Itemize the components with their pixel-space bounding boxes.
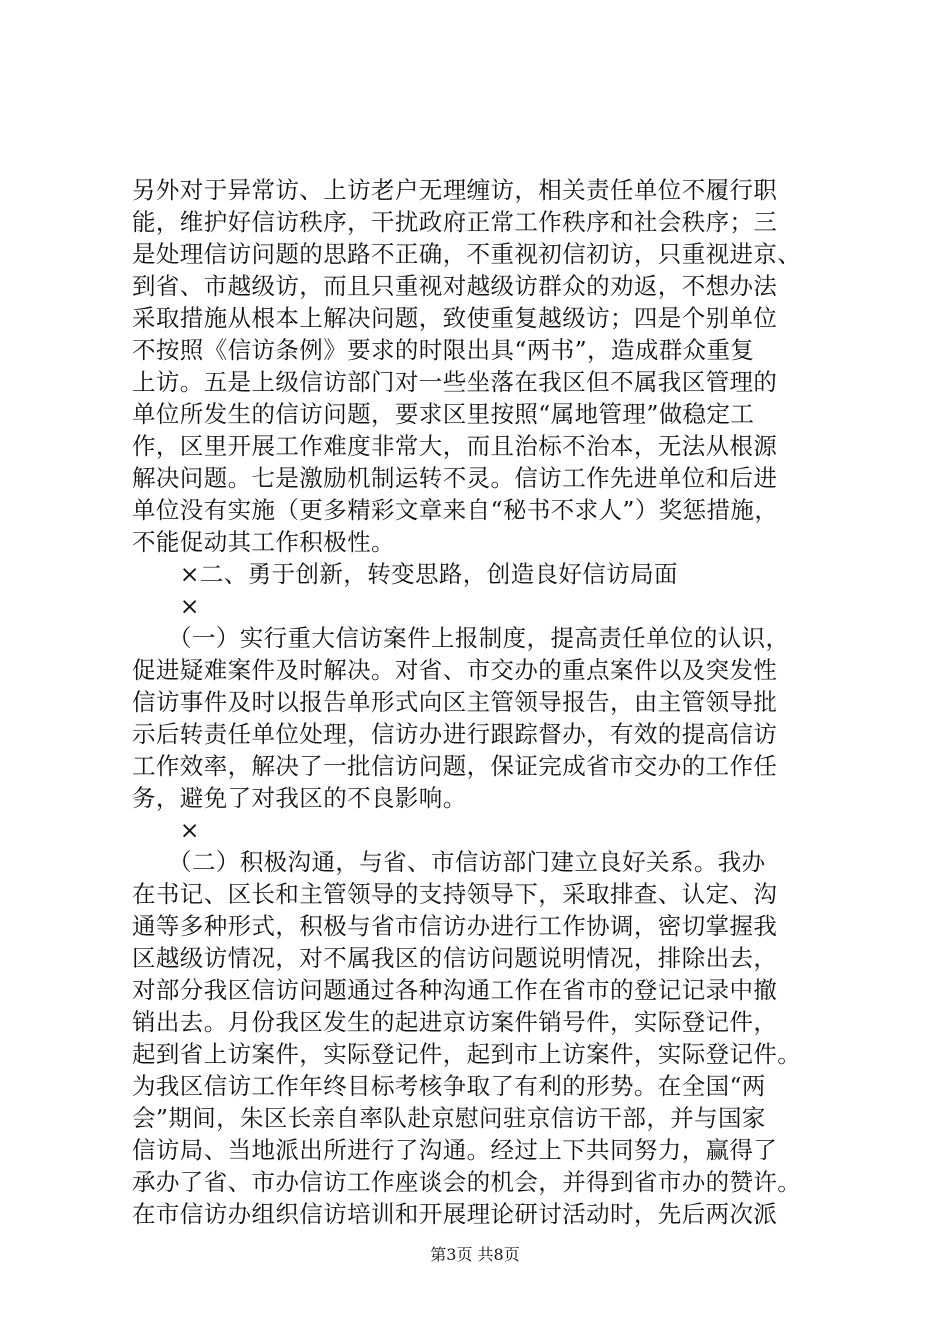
body-text-line: 上访。五是上级信访部门对一些坐落在我区但不属我区管理的 (132, 368, 778, 396)
body-text-line: 销出去。月份我区发生的起进京访案件销号件，实际登记件， (132, 1008, 778, 1036)
body-text-line: 到省、市越级访，而且只重视对越级访群众的劝返，不想办法 (132, 272, 778, 300)
body-text-line: 信访局、当地派出所进行了沟通。经过上下共同努力，赢得了 (132, 1136, 778, 1164)
body-text-line: 为我区信访工作年终目标考核争取了有利的形势。在全国“两 (132, 1072, 766, 1100)
body-text-line: 工作效率，解决了一批信访问题，保证完成省市交办的工作任 (132, 752, 778, 780)
body-text-line: 在市信访办组织信访培训和开展理论研讨活动时，先后两次派 (132, 1200, 778, 1228)
body-text-line: 通等多种形式，积极与省市信访办进行工作协调，密切掌握我 (132, 912, 778, 940)
section-heading: ×二、勇于创新，转变思路，创造良好信访局面 (132, 560, 678, 588)
body-text-line: 区越级访情况，对不属我区的信访问题说明情况，排除出去， (132, 944, 778, 972)
body-text-line: 承办了省、市办信访工作座谈会的机会，并得到省市办的赞许。 (132, 1168, 802, 1196)
body-text-line: 不按照《信访条例》要求的时限出具“两书”，造成群众重复 (132, 336, 755, 364)
body-text-line: 另外对于异常访、上访老户无理缠访，相关责任单位不履行职 (132, 176, 778, 204)
body-text-line: （二）积极沟通，与省、市信访部门建立良好关系。我办 (132, 848, 766, 876)
body-text-line: 作，区里开展工作难度非常大，而且治标不治本，无法从根源 (132, 432, 778, 460)
body-text-line: 会”期间，朱区长亲自率队赴京慰问驻京信访干部，并与国家 (132, 1104, 766, 1132)
body-text-line: 在书记、区长和主管领导的支持领导下，采取排查、认定、沟 (132, 880, 778, 908)
body-text-line: 能，维护好信访秩序，干扰政府正常工作秩序和社会秩序；三 (132, 208, 778, 236)
body-text-line: 务，避免了对我区的不良影响。 (132, 784, 467, 812)
body-text-line: 示后转责任单位处理，信访办进行跟踪督办，有效的提高信访 (132, 720, 778, 748)
page-number-footer: 第3页 共8页 (430, 1245, 520, 1264)
body-text-line: 促进疑难案件及时解决。对省、市交办的重点案件以及突发性 (132, 656, 778, 684)
placeholder-mark: × (132, 592, 200, 620)
body-text-line: 单位所发生的信访问题，要求区里按照“属地管理”做稳定工 (132, 400, 755, 428)
body-text-line: （一）实行重大信访案件上报制度，提高责任单位的认识， (132, 624, 790, 652)
body-text-line: 采取措施从根本上解决问题，致使重复越级访；四是个别单位 (132, 304, 778, 332)
body-text-line: 单位没有实施（更多精彩文章来自“秘书不求人”）奖惩措施， (132, 496, 779, 524)
body-text-line: 信访事件及时以报告单形式向区主管领导报告，由主管领导批 (132, 688, 778, 716)
body-text-line: 解决问题。七是激励机制运转不灵。信访工作先进单位和后进 (132, 464, 778, 492)
body-text-line: 起到省上访案件，实际登记件，起到市上访案件，实际登记件。 (132, 1040, 802, 1068)
body-text-line: 是处理信访问题的思路不正确，不重视初信初访，只重视进京、 (132, 240, 802, 268)
body-text-line: 对部分我区信访问题通过各种沟通工作在省市的登记记录中撤 (132, 976, 778, 1004)
placeholder-mark: × (132, 816, 200, 844)
body-text-line: 不能促动其工作积极性。 (132, 528, 395, 556)
